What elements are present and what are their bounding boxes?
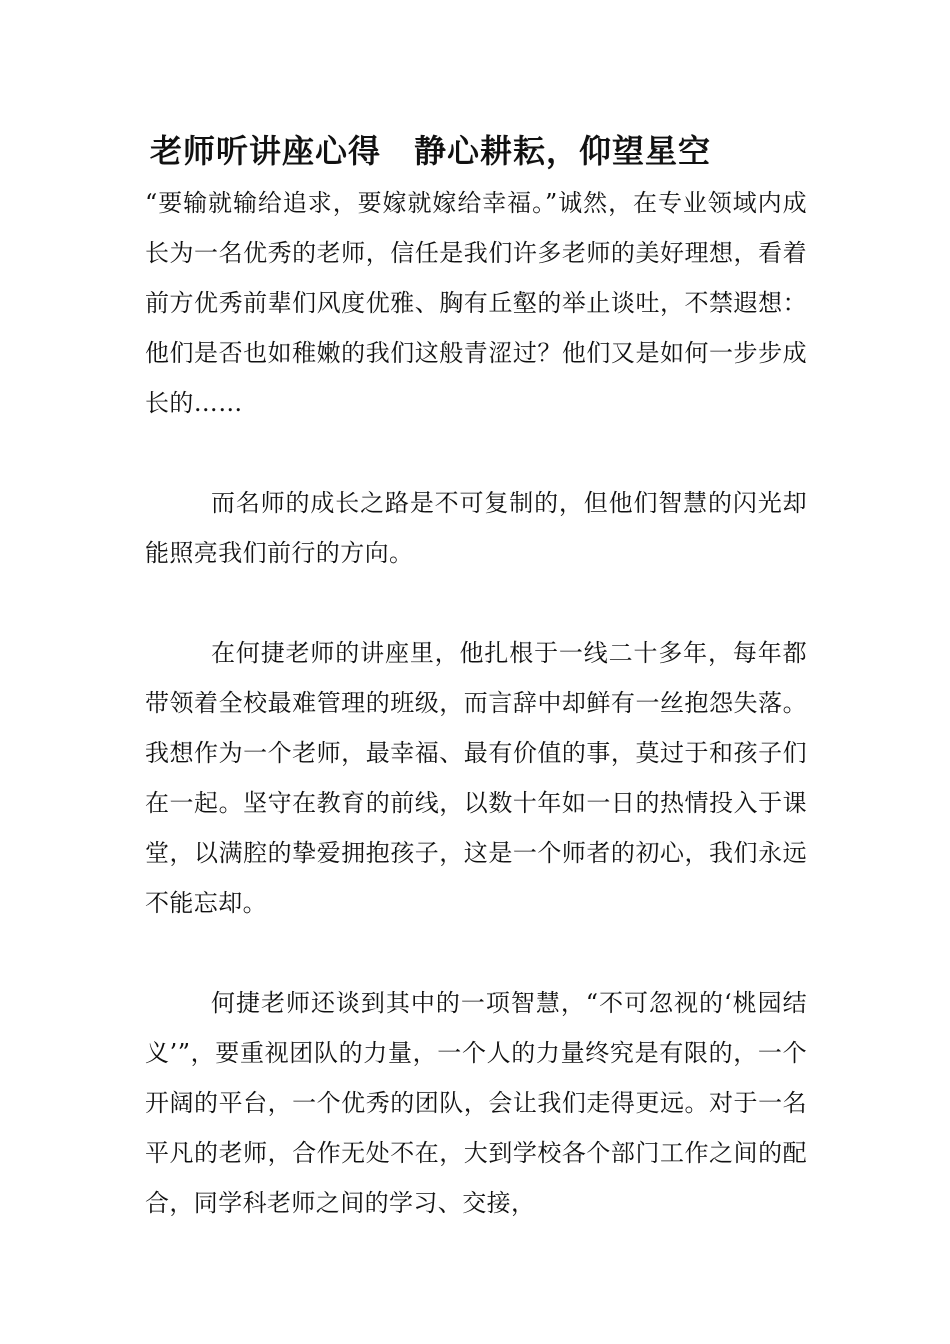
paragraph-gap: [145, 578, 807, 628]
paragraph-growth-path: 而名师的成长之路是不可复制的，但他们智慧的闪光却能照亮我们前行的方向。: [145, 489, 807, 567]
document-body: [145, 178, 807, 1228]
paragraph-gap: [145, 928, 807, 978]
paragraph-gap: [145, 428, 807, 478]
paragraph-lecture: 在何捷老师的讲座里，他扎根于一线二十多年，每年都带领着全校最难管理的班级，而言辞中却鲜有一丝抱怨失落。我想作为一个老师，最幸福、最有价值的事，莫过于和孩子们在一起。坚守在教育的前线，以数十年如一日的热情投入于课堂，以满腔的挚爱拥抱孩子，这是一个师者的初心，我们永远不能忘却。: [145, 639, 807, 917]
document-title: 老师听讲座心得 静心耕耘，仰望星空: [150, 132, 712, 170]
paragraph-teamwork: 何捷老师还谈到其中的一项智慧，“不可忽视的‘桃园结义’”，要重视团队的力量，一个人的力量终究是有限的，一个开阔的平台，一个优秀的团队，会让我们走得更远。对于一名平凡的老师，合作无处不在，大到学校各个部门工作之间的配合，同学科老师之间的学习、交接，: [145, 989, 807, 1217]
paragraph-intro: “要输就输给追求，要嫁就嫁给幸福。”诚然，在专业领域内成长为一名优秀的老师，信任是我们许多老师的美好理想，看着前方优秀前辈们风度优雅、胸有丘壑的举止谈吐，不禁遐想：他们是否也如稚嫩的我们这般青涩过？他们又是如何一步步成长的……: [145, 189, 807, 417]
